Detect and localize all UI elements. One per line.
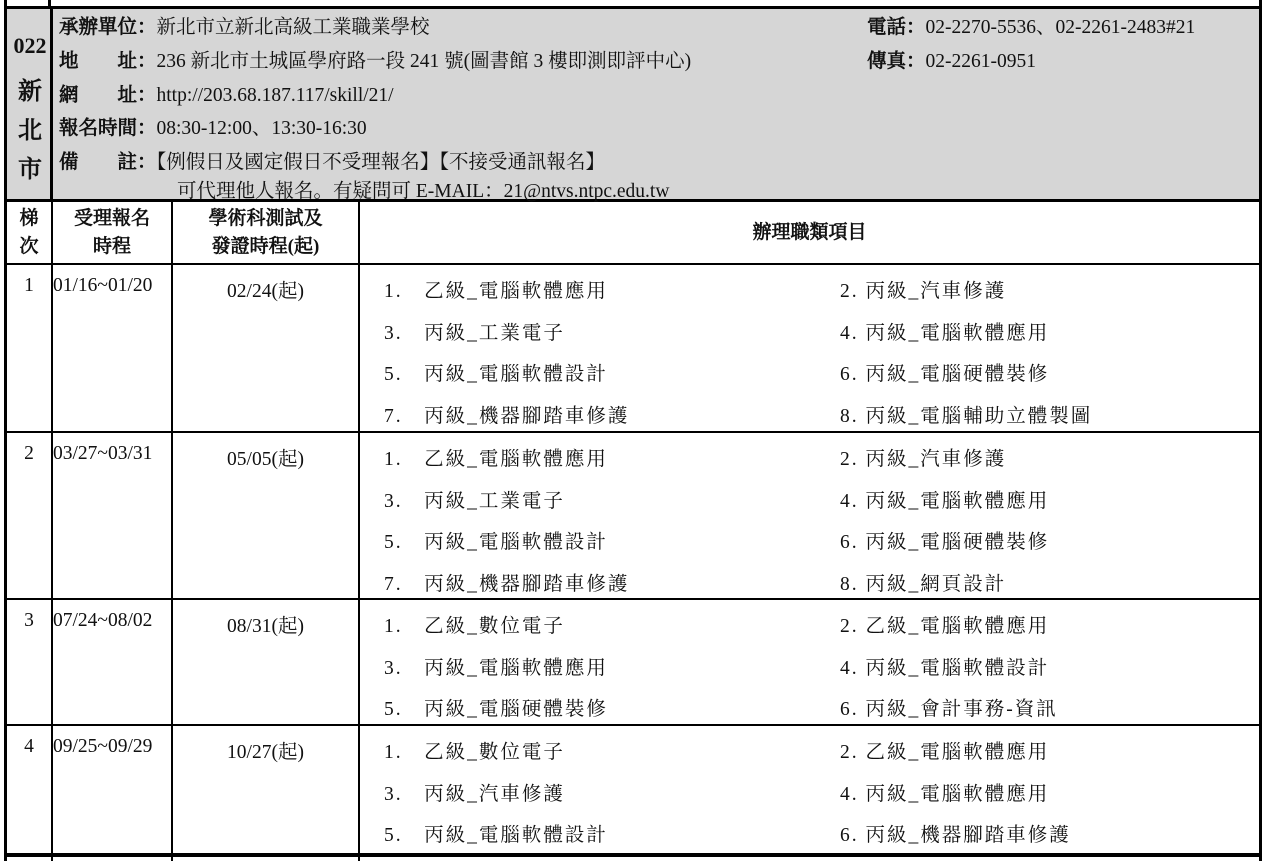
center-info-header <box>4 6 1262 202</box>
col-header-items: 辦理職類項目 <box>752 222 867 243</box>
fax-value: 02-2261-0951 <box>925 51 1037 72</box>
row-job-item: 5. 丙級_電腦硬體裝修 <box>384 699 608 720</box>
row-job-item: 3. 丙級_工業電子 <box>384 490 565 512</box>
col-header-test <box>173 205 358 261</box>
address-label: 地 址： <box>59 51 157 72</box>
row-job-item: 6. 丙級_電腦硬體裝修 <box>840 364 1050 385</box>
row-job-item: 4. 丙級_電腦軟體應用 <box>840 783 1050 805</box>
row-job-item: 3. 丙級_工業電子 <box>384 322 565 344</box>
row-job-item: 5. 丙級_電腦軟體設計 <box>384 364 608 385</box>
row-job-item: 5. 丙級_電腦軟體設計 <box>384 825 608 846</box>
table-bottom-border <box>7 853 1259 857</box>
header-row-divider <box>7 263 1259 265</box>
schedule-table <box>4 202 1262 861</box>
row-test-date: 05/05(起) <box>227 449 304 470</box>
tel-label: 電話： <box>867 17 926 38</box>
row-job-item: 5. 丙級_電腦軟體設計 <box>384 532 608 553</box>
row-job-item: 7. 丙級_機器腳踏車修護 <box>384 405 630 427</box>
city-char-1: 新 <box>18 79 42 105</box>
row-registration-period: 03/27~03/31 <box>53 443 153 464</box>
org-line <box>59 11 430 39</box>
row-job-item: 1. 乙級_數位電子 <box>384 742 565 763</box>
row-job-item: 6. 丙級_機器腳踏車修護 <box>840 825 1071 846</box>
col-header-round-line2: 次 <box>19 236 39 257</box>
row-job-item: 8. 丙級_網頁設計 <box>840 573 1007 595</box>
center-code: 022 <box>13 33 47 58</box>
row-job-item: 4. 丙級_電腦軟體應用 <box>840 322 1050 344</box>
row-job-item: 6. 丙級_電腦硬體裝修 <box>840 532 1050 553</box>
col-header-reg-line2: 時程 <box>92 236 131 257</box>
row-job-item: 2. 乙級_電腦軟體應用 <box>840 742 1050 763</box>
row-test-date: 10/27(起) <box>227 742 304 763</box>
org-value: 新北市立新北高級工業職業學校 <box>156 17 430 38</box>
fax-line <box>867 45 1036 73</box>
center-code-column <box>7 9 53 199</box>
row-job-item: 1. 乙級_電腦軟體應用 <box>384 281 608 302</box>
row-round: 3 <box>24 610 34 631</box>
row-test-date: 08/31(起) <box>227 616 304 637</box>
note-line-1 <box>59 146 605 174</box>
note-label: 備 註： <box>59 152 157 173</box>
time-label: 報名時間： <box>59 118 157 139</box>
row-divider-1 <box>7 431 1259 433</box>
row-round: 4 <box>24 736 34 757</box>
col-header-round <box>7 205 51 261</box>
row-job-item: 3. 丙級_汽車修護 <box>384 783 565 805</box>
website-line <box>59 79 394 107</box>
row-registration-period: 07/24~08/02 <box>53 610 153 631</box>
row-job-item: 8. 丙級_電腦輔助立體製圖 <box>840 405 1093 427</box>
city-char-3: 市 <box>18 157 42 183</box>
org-label: 承辦單位： <box>59 17 157 38</box>
row-job-item: 6. 丙級_會計事務-資訊 <box>840 699 1058 720</box>
row-job-item: 1. 乙級_電腦軟體應用 <box>384 449 608 470</box>
row-round: 2 <box>24 443 34 464</box>
row-job-item: 2. 丙級_汽車修護 <box>840 281 1007 302</box>
row-divider-3 <box>7 724 1259 726</box>
address-line <box>59 45 691 73</box>
row-job-item: 4. 丙級_電腦軟體應用 <box>840 490 1050 512</box>
row-job-item: 3. 丙級_電腦軟體應用 <box>384 657 608 679</box>
col-header-round-line1: 梯 <box>19 208 39 229</box>
tel-value: 02-2270-5536、02-2261-2483#21 <box>925 17 1196 38</box>
row-registration-period: 01/16~01/20 <box>53 275 153 296</box>
row-registration-period: 09/25~09/29 <box>53 736 153 757</box>
website-value: http://203.68.187.117/skill/21/ <box>156 85 394 106</box>
row-job-item: 1. 乙級_數位電子 <box>384 616 565 637</box>
col-header-test-line2: 發證時程(起) <box>211 236 320 257</box>
time-value: 08:30-12:00、13:30-16:30 <box>156 118 367 139</box>
col-divider-1 <box>51 202 53 861</box>
col-header-reg-line1: 受理報名 <box>73 208 150 229</box>
website-label: 網 址： <box>59 85 157 106</box>
row-job-item: 2. 乙級_電腦軟體應用 <box>840 616 1050 637</box>
note-value-1: 【例假日及國定假日不受理報名】【不接受通訊報名】 <box>156 152 606 173</box>
note-line-2: 可代理他人報名。有疑問可 E-MAIL：21@ntvs.ntpc.edu.tw <box>177 181 670 202</box>
tel-line <box>867 11 1195 39</box>
col-header-test-line1: 學術科測試及 <box>208 208 323 229</box>
fax-label: 傳真： <box>867 51 926 72</box>
row-test-date: 02/24(起) <box>227 281 304 302</box>
row-job-item: 7. 丙級_機器腳踏車修護 <box>384 573 630 595</box>
col-header-registration <box>53 205 171 261</box>
row-job-item: 4. 丙級_電腦軟體設計 <box>840 657 1050 679</box>
col-divider-3 <box>358 202 360 861</box>
time-line <box>59 112 367 140</box>
row-job-item: 2. 丙級_汽車修護 <box>840 449 1007 470</box>
address-value: 236 新北市土城區學府路一段 241 號(圖書館 3 樓即測即評中心) <box>156 51 692 72</box>
city-char-2: 北 <box>18 118 42 144</box>
row-divider-2 <box>7 598 1259 600</box>
row-round: 1 <box>24 275 34 296</box>
